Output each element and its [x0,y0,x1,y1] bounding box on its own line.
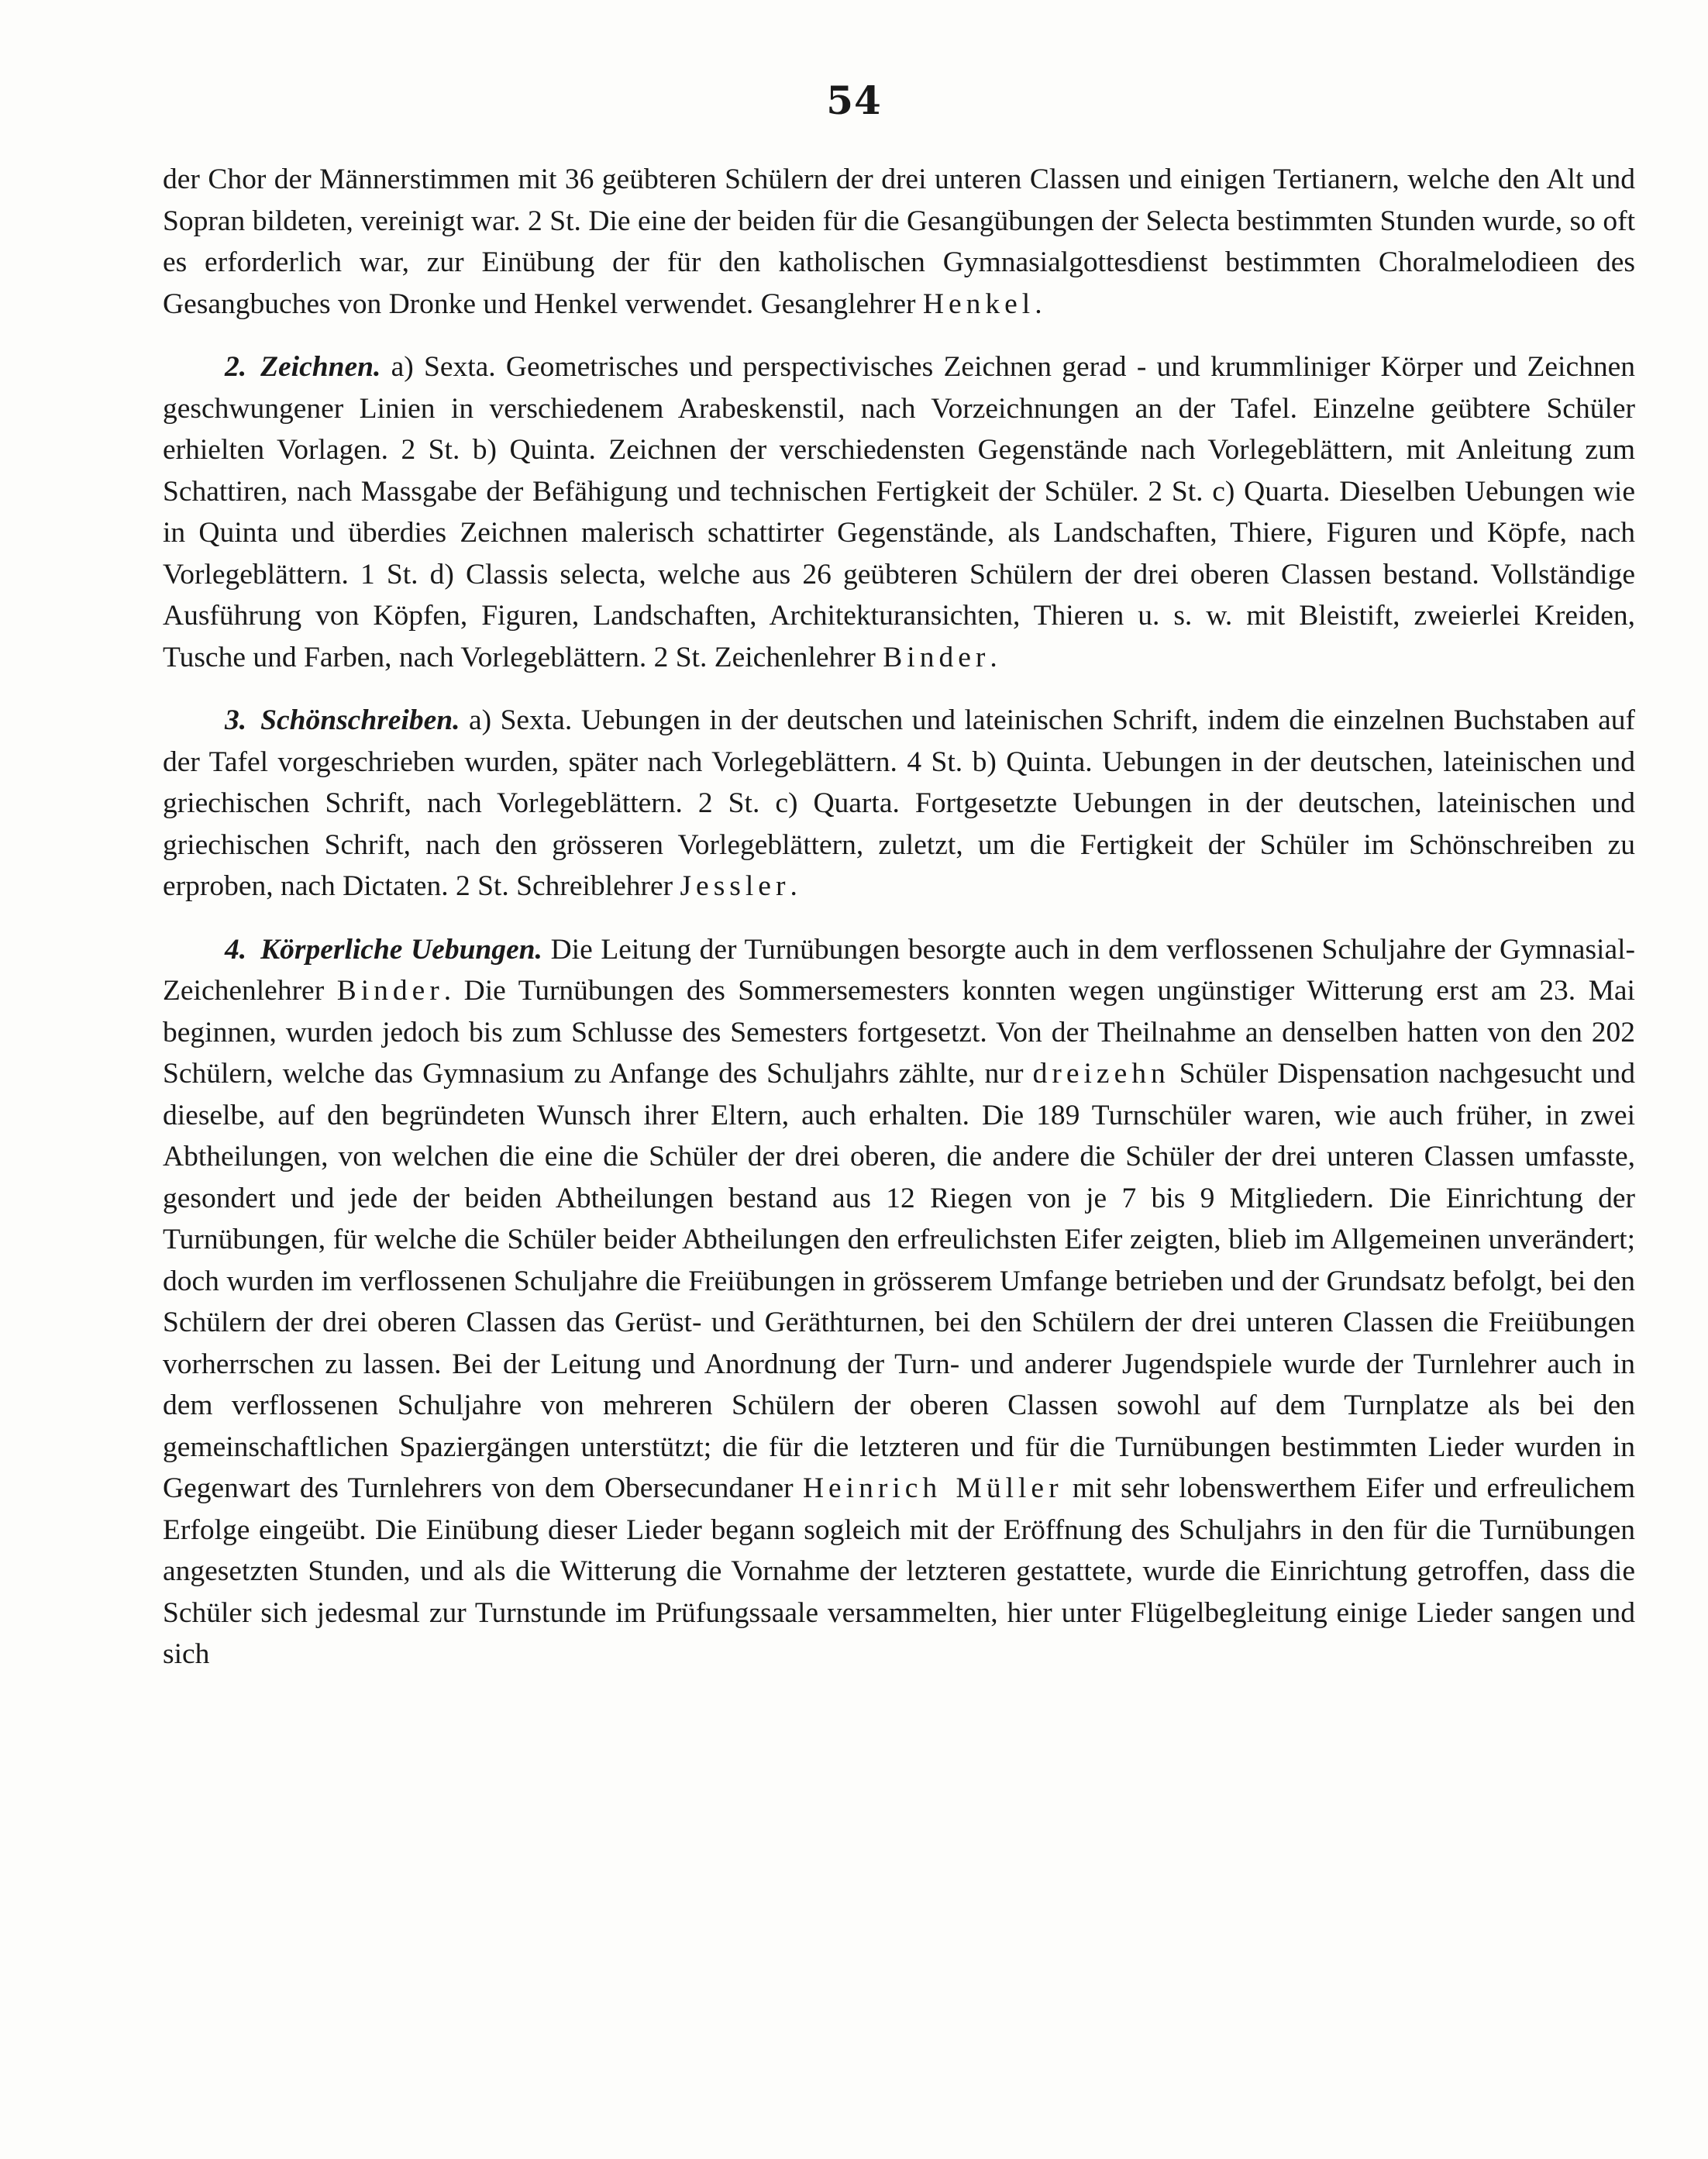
emphasized-count: dreizehn [1032,1058,1170,1090]
paragraph-text: mit sehr lobenswerthem Eifer und erfreulichem Erfolge eingeübt. Die Einübung dieser Lieder begann sogleich mit der Eröffnung des Schuljahrs in den für die Turnübungen angesetzten Stunden, und als die Witterung die Vornahme der letzteren gestattete, wurde die Einrichtung getroffen, dass die Schüler sich jedesmal zur Turnstunde im Prüfungssaale versammelten, hier unter Flügelbegleitung einige Lieder sangen und sich [163,1472,1635,1670]
teacher-name: Henkel [922,288,1035,320]
paragraph-text: . Die Turnübungen des Sommersemesters konnten wegen ungünstiger Witterung erst am 23. Mai beginnen, wurden jedoch bis zum Schlusse des Semesters fortgesetzt. Von der Theilnahme an denselben hatten von den 202 Schülern, welche das Gymnasium zu Anfange des Schuljahrs zählte, nur [163,975,1635,1090]
paragraph-text: der Chor der Männerstimmen mit 36 geübteren Schülern der drei unteren Classen und einigen Tertianern, welche den Alt und Sopran bildeten, vereinigt war. 2 St. Die eine der beiden für die Gesangübungen der Selecta bestimmten Stunden wurde, so oft es erforderlich war, zur Einübung der für den katholischen Gymnasialgottesdienst bestimmten Choralmelodieen des Gesangbuches von Dronke und Henkel verwendet. Gesanglehrer [163,164,1635,320]
paragraph-text: Die Leitung der Turnübungen besorgte auch in dem verflossenen Schuljahre der Gymnasial-Zeichenlehrer [163,933,1636,1007]
paragraph-zeichnen [163,346,1635,678]
section-number: 2. [225,351,247,383]
paragraph-schoenschreiben [163,700,1635,907]
section-heading: Zeichnen. [260,351,381,383]
teacher-name: Binder [883,641,990,673]
section-number: 3. [225,704,247,736]
punctuation: . [790,870,797,902]
section-heading: Schönschreiben. [260,704,460,736]
punctuation: . [990,641,997,673]
teacher-name: Jessler [680,870,790,902]
section-heading: Körperliche Uebungen. [260,933,542,966]
paragraph-text: a) Sexta. Uebungen in der deutschen und lateinischen Schrift, indem die einzelnen Buchstaben auf der Tafel vorgeschrieben wurden, später nach Vorlegeblättern. 4 St. b) Quinta. Uebungen in der deutschen, lateinischen und griechischen Schrift, nach Vorlegeblättern. 2 St. c) Quarta. Fortgesetzte Uebungen in der deutschen, lateinischen und griechischen Schrift, nach den grösseren Vorlegeblättern, zuletzt, um die Fertigkeit der Schüler im Schönschreiben zu erproben, nach Dictaten. 2 St. Schreiblehrer [163,704,1635,902]
section-number: 4. [225,933,247,966]
paragraph-gesang-continuation [163,159,1635,325]
paragraph-koerperliche-uebungen [163,929,1635,1675]
body-text [163,159,1635,1697]
paragraph-text: Schüler Dispensation nachgesucht und dieselbe, auf den begründeten Wunsch ihrer Eltern, auch erhalten. Die 189 Turnschüler waren, wie auch früher, in zwei Abtheilungen, von welchen die eine die Schüler der drei oberen, die andere die Schüler der drei unteren Classen umfasste, gesondert und jede der beiden Abtheilungen bestand aus 12 Riegen von je 7 bis 9 Mitgliedern. Die Einrichtung der Turnübungen, für welche die Schüler beider Abtheilungen den erfreulichsten Eifer zeigten, blieb im Allgemeinen unverändert; doch wurden im verflossenen Schuljahre die Freiübungen in grösserem Umfange betrieben und der Grundsatz befolgt, bei den Schülern der drei oberen Classen das Gerüst- und Geräthturnen, bei den Schülern der drei unteren Classen die Freiübungen vorherrschen zu lassen. Bei der Leitung und Anordnung der Turn- und anderer Jugendspiele wurde der Turnlehrer auch in dem verflossenen Schuljahre von mehreren Schülern der oberen Classen sowohl auf dem Turnplatze als bei den gemeinschaftlichen Spaziergängen unterstützt; die für die letzteren und für die Turnübungen bestimmten Lieder wurden in Gegenwart des Turnlehrers von dem Obersecundaner [163,1058,1636,1504]
paragraph-text: a) Sexta. Geometrisches und perspectivisches Zeichnen gerad - und krummliniger Körper und Zeichnen geschwungener Linien in verschiedenem Arabeskenstil, nach Vorzeichnungen an der Tafel. Einzelne geübtere Schüler erhielten Vorlagen. 2 St. b) Quinta. Zeichnen der verschiedensten Gegenstände nach Vorlegeblättern, mit Anleitung zum Schattiren, nach Massgabe der Befähigung und technischen Fertigkeit der Schüler. 2 St. c) Quarta. Dieselben Uebungen wie in Quinta und überdies Zeichnen malerisch schattirter Gegenstände, als Landschaften, Thiere, Figuren und Köpfe, nach Vorlegeblättern. 1 St. d) Classis selecta, welche aus 26 geübteren Schülern der drei oberen Classen bestand. Vollständige Ausführung von Köpfen, Figuren, Landschaften, Architekturansichten, Thieren u. s. w. mit Bleistift, zweierlei Kreiden, Tusche und Farben, nach Vorlegeblättern. 2 St. Zeichenlehrer [163,351,1636,673]
teacher-name: Binder [336,975,444,1007]
page-number: 54 [826,77,882,123]
student-name: Heinrich Müller [802,1472,1063,1504]
punctuation: . [1035,288,1042,320]
